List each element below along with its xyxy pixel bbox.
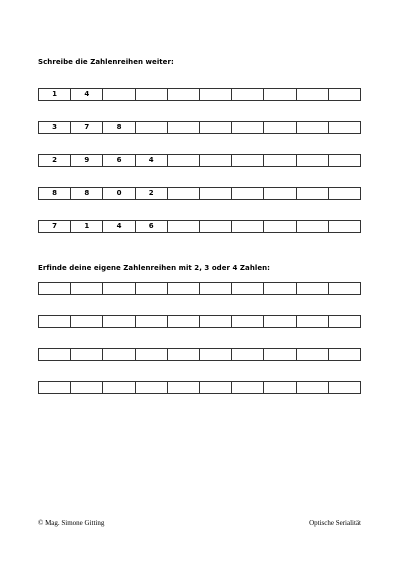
empty-row [38,348,361,361]
answer-cell[interactable] [168,155,200,166]
answer-cell[interactable] [297,316,329,327]
number-cell: 3 [39,122,71,133]
empty-row [38,282,361,295]
number-cell: 4 [103,221,135,232]
answer-cell[interactable] [264,122,296,133]
number-cell: 4 [136,155,168,166]
answer-cell[interactable] [297,349,329,360]
answer-cell[interactable] [103,349,135,360]
number-cell: 0 [103,188,135,199]
answer-cell[interactable] [329,122,360,133]
answer-cell[interactable] [200,221,232,232]
answer-cell[interactable] [200,349,232,360]
answer-cell[interactable] [39,349,71,360]
answer-cell[interactable] [168,188,200,199]
answer-cell[interactable] [264,283,296,294]
answer-cell[interactable] [329,349,360,360]
footer-title: Optische Serialität [309,519,361,527]
answer-cell[interactable] [200,89,232,100]
number-row [38,88,361,101]
answer-cell[interactable] [264,89,296,100]
answer-cell[interactable] [329,316,360,327]
answer-cell[interactable] [136,349,168,360]
answer-cell[interactable] [200,382,232,393]
number-cell: 8 [103,122,135,133]
number-cell: 1 [39,89,71,100]
answer-cell[interactable] [232,155,264,166]
number-cell: 7 [39,221,71,232]
answer-cell[interactable] [168,349,200,360]
answer-cell[interactable] [168,122,200,133]
answer-cell[interactable] [200,316,232,327]
answer-cell[interactable] [39,283,71,294]
answer-cell[interactable] [232,221,264,232]
answer-cell[interactable] [168,283,200,294]
answer-cell[interactable] [136,316,168,327]
answer-cell[interactable] [297,122,329,133]
answer-cell[interactable] [103,283,135,294]
number-cell: 8 [39,188,71,199]
answer-cell[interactable] [71,283,103,294]
number-cell: 7 [71,122,103,133]
answer-cell[interactable] [71,349,103,360]
answer-cell[interactable] [264,221,296,232]
answer-cell[interactable] [232,382,264,393]
answer-cell[interactable] [264,349,296,360]
answer-cell[interactable] [329,283,360,294]
answer-cell[interactable] [39,316,71,327]
answer-cell[interactable] [297,155,329,166]
answer-cell[interactable] [297,188,329,199]
footer-author: © Mag. Simone Gitting [38,519,105,527]
answer-cell[interactable] [232,316,264,327]
answer-cell[interactable] [297,382,329,393]
number-cell: 9 [71,155,103,166]
answer-cell[interactable] [264,382,296,393]
empty-row [38,381,361,394]
answer-cell[interactable] [136,122,168,133]
number-row [38,187,361,200]
answer-cell[interactable] [200,188,232,199]
answer-cell[interactable] [103,382,135,393]
number-cell: 4 [71,89,103,100]
answer-cell[interactable] [200,283,232,294]
answer-cell[interactable] [297,283,329,294]
answer-cell[interactable] [297,89,329,100]
answer-cell[interactable] [264,188,296,199]
answer-cell[interactable] [103,316,135,327]
answer-cell[interactable] [232,283,264,294]
answer-cell[interactable] [232,349,264,360]
number-cell: 1 [71,221,103,232]
answer-cell[interactable] [297,221,329,232]
answer-cell[interactable] [136,382,168,393]
answer-cell[interactable] [136,283,168,294]
answer-cell[interactable] [71,382,103,393]
number-cell: 2 [39,155,71,166]
answer-cell[interactable] [103,89,135,100]
answer-cell[interactable] [168,221,200,232]
answer-cell[interactable] [329,188,360,199]
answer-cell[interactable] [168,316,200,327]
number-row [38,121,361,134]
number-cell: 8 [71,188,103,199]
answer-cell[interactable] [39,382,71,393]
number-cell: 6 [136,221,168,232]
number-row [38,154,361,167]
answer-cell[interactable] [329,155,360,166]
answer-cell[interactable] [200,122,232,133]
answer-cell[interactable] [329,382,360,393]
answer-cell[interactable] [329,89,360,100]
answer-cell[interactable] [168,382,200,393]
answer-cell[interactable] [329,221,360,232]
number-cell: 2 [136,188,168,199]
answer-cell[interactable] [264,316,296,327]
answer-cell[interactable] [264,155,296,166]
section-1-heading: Schreibe die Zahlenreihen weiter: [38,58,174,66]
answer-cell[interactable] [168,89,200,100]
answer-cell[interactable] [232,188,264,199]
answer-cell[interactable] [200,155,232,166]
empty-row [38,315,361,328]
number-row [38,220,361,233]
answer-cell[interactable] [71,316,103,327]
section-2-heading: Erfinde deine eigene Zahlenreihen mit 2, 3 oder 4 Zahlen: [38,264,270,272]
answer-cell[interactable] [232,89,264,100]
answer-cell[interactable] [136,89,168,100]
number-cell: 6 [103,155,135,166]
answer-cell[interactable] [232,122,264,133]
